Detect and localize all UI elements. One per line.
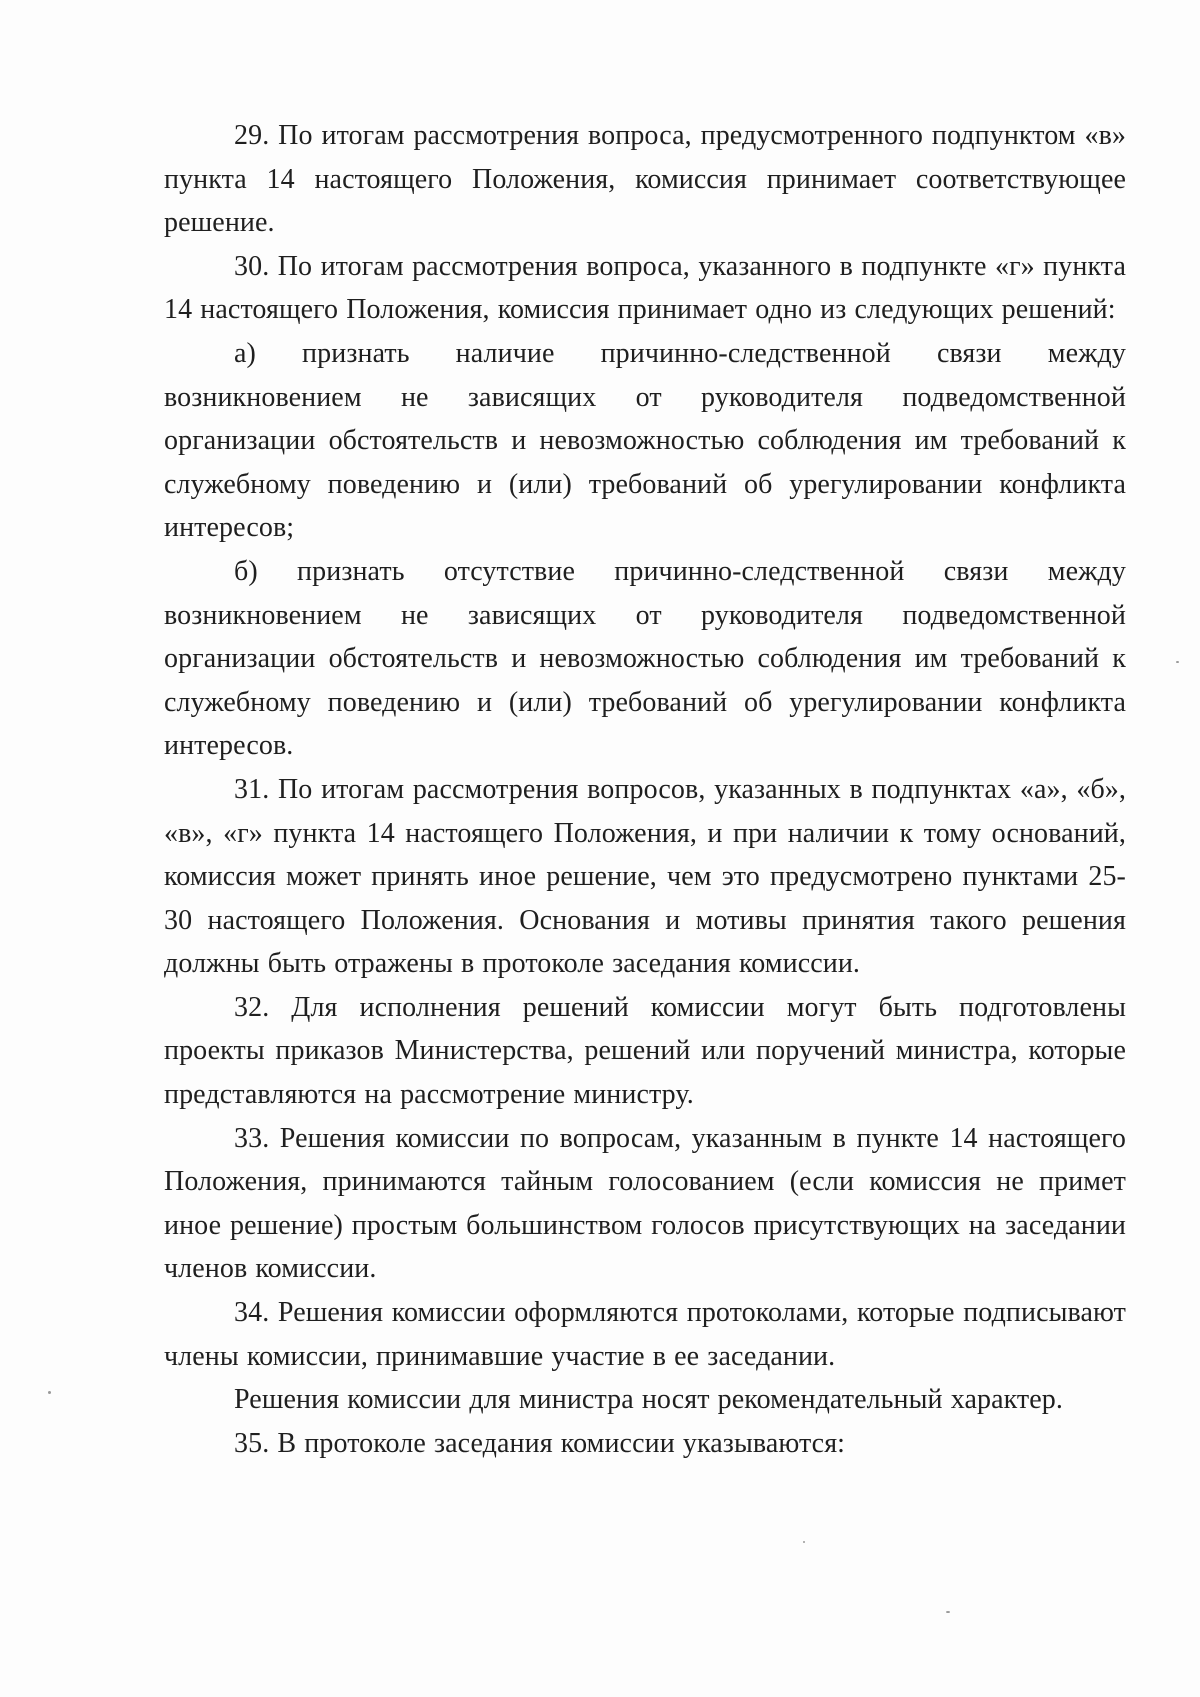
paragraph-30-a: а) признать наличие причинно-следственной связи между возникновением не зависящих от руководителя подведомственной организации обстоятельств и невозможностью соблюдения им требований к служебному поведению и (или) требований об урегулировании конфликта интересов; [164, 337, 1126, 544]
document-body [164, 114, 1126, 1465]
scan-speck [48, 1391, 51, 1394]
paragraph-35: 35. В протоколе заседания комиссии указываются: [234, 1427, 846, 1459]
paragraph-33: 33. Решения комиссии по вопросам, указанным в пункте 14 настоящего Положения, принимаются тайным голосованием (если комиссия не примет иное решение) простым большинством голосов присутствующих на заседании членов комиссии. [164, 1122, 1126, 1285]
paragraph-31: 31. По итогам рассмотрения вопросов, указанных в подпунктах «а», «б», «в», «г» пункта 14 настоящего Положения, и при наличии к тому оснований, комиссия может принять иное решение, чем это предусмотрено пунктами 25-30 настоящего Положения. Основания и мотивы принятия такого решения должны быть отражены в протоколе заседания комиссии. [164, 773, 1126, 980]
scan-speck [1176, 661, 1179, 663]
paragraph-30: 30. По итогам рассмотрения вопроса, указанного в подпункте «г» пункта 14 настоящего Положения, комиссия принимает одно из следующих решений: [164, 250, 1126, 326]
scan-speck [946, 1611, 950, 1613]
paragraph-30-b: б) признать отсутствие причинно-следственной связи между возникновением не зависящих от руководителя подведомственной организации обстоятельств и невозможностью соблюдения им требований к служебному поведению и (или) требований об урегулировании конфликта интересов. [164, 555, 1126, 762]
paragraph-34-note: Решения комиссии для министра носят рекомендательный характер. [234, 1384, 1063, 1416]
paragraph-29: 29. По итогам рассмотрения вопроса, предусмотренного подпунктом «в» пункта 14 настоящего Положения, комиссия принимает соответствующее решение. [164, 120, 1126, 239]
scan-speck [803, 1541, 805, 1543]
paragraph-32: 32. Для исполнения решений комиссии могут быть подготовлены проекты приказов Министерства, решений или поручений министра, которые представляются на рассмотрение министру. [164, 991, 1126, 1111]
paragraph-34: 34. Решения комиссии оформляются протоколами, которые подписывают члены комиссии, принимавшие участие в ее заседании. [164, 1297, 1126, 1372]
